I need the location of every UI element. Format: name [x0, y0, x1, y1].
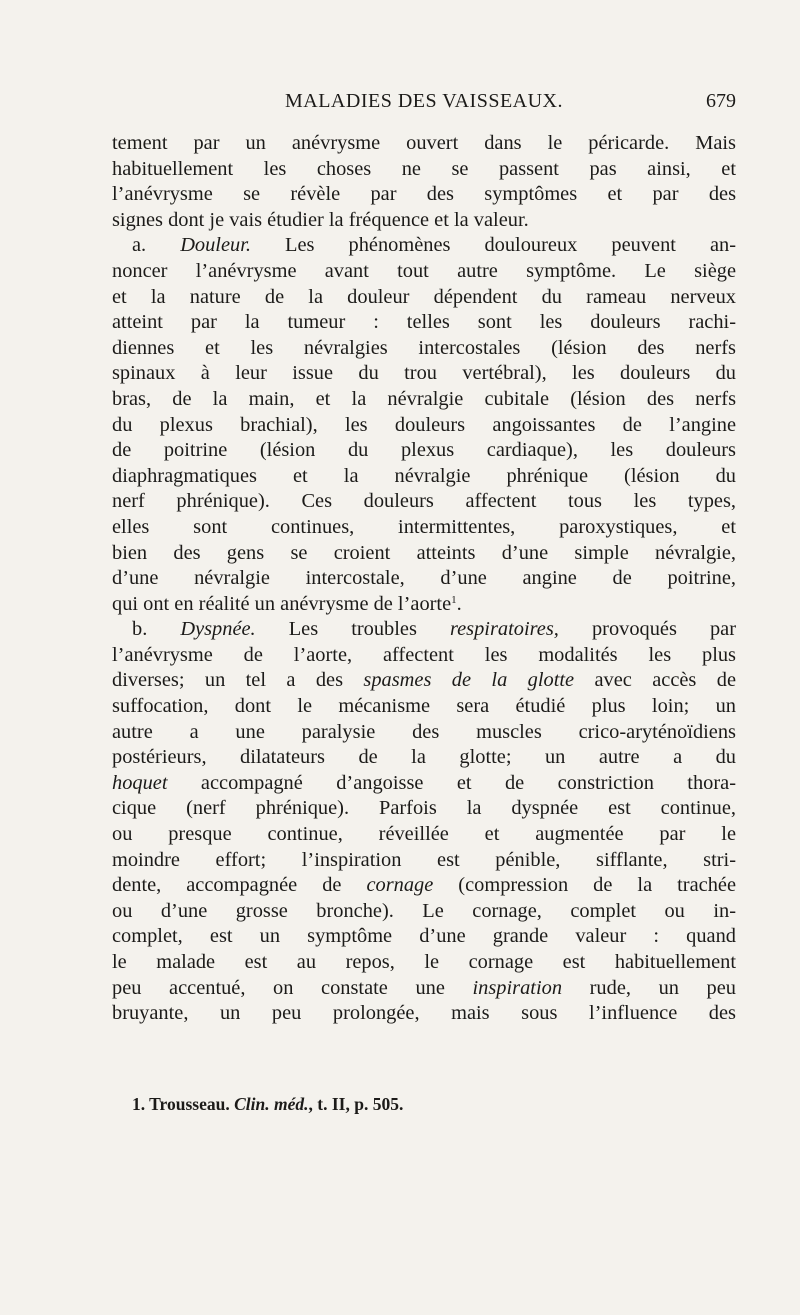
text-run: dente, accompagnée de — [112, 874, 367, 897]
section-heading: Dyspnée. — [180, 618, 256, 641]
list-marker: b. — [132, 618, 181, 641]
text-line: spinaux à leur issue du trou vertébral), les douleurs du — [112, 362, 736, 385]
footnote-ref: 1 — [451, 593, 457, 606]
text-run: peu accentué, on constate une — [112, 976, 473, 999]
text-line: suffocation, dont le mécanisme sera étudié plus loin; un — [112, 695, 736, 718]
text-line: signes dont je vais étudier la fréquence et la valeur. — [112, 208, 529, 231]
text-line: l’anévrysme de l’aorte, affectent les modalités les plus — [112, 643, 736, 666]
text-line — [112, 771, 736, 797]
text-line: bras, de la main, et la névralgie cubitale (lésion des nerfs — [112, 387, 736, 410]
text-line: noncer l’anévrysme avant tout autre symptôme. Le siège — [112, 259, 736, 282]
text-line: cique (nerf phrénique). Parfois la dyspnée est continue, — [112, 797, 736, 820]
text-line: bien des gens se croient atteints d’une simple névralgie, — [112, 541, 736, 564]
emphasis: inspiration — [472, 976, 563, 999]
text-line: elles sont continues, intermittentes, paroxystiques, et — [112, 515, 736, 538]
section-heading: Douleur. — [180, 234, 251, 257]
text-run: Les phénomènes douloureux peuvent an- — [251, 234, 736, 257]
text-line: tement par un anévrysme ouvert dans le péricarde. Mais — [112, 132, 736, 154]
text-run: avec accès de — [574, 669, 736, 692]
text-run: Les troubles — [255, 618, 450, 641]
text-line: et la nature de la douleur dépendent du rameau nerveux — [112, 285, 736, 308]
text-run: diverses; un tel a des — [112, 669, 364, 692]
footnote-text: 1. Trousseau. — [132, 1094, 235, 1114]
text-line: de poitrine (lésion du plexus cardiaque), les douleurs — [112, 439, 736, 462]
text-line: d’une névralgie intercostale, d’une angine de poitrine, — [112, 567, 736, 590]
list-marker: a. — [132, 234, 181, 257]
text-line: diennes et les névralgies intercostales (lésion des nerfs — [112, 336, 736, 359]
text-line: diaphragmatiques et la névralgie phrénique (lésion du — [112, 464, 736, 487]
text-line — [112, 976, 736, 1002]
text-line: ou d’une grosse bronche). Le cornage, complet ou in- — [112, 899, 736, 922]
text-line — [112, 233, 736, 259]
text-line: nerf phrénique). Ces douleurs affectent tous les types, — [112, 490, 736, 513]
text-line — [112, 668, 736, 694]
text-run: qui ont en réalité un anévrysme de l’aorte — [112, 592, 452, 615]
text-line: du plexus brachial), les douleurs angoissantes de l’angine — [112, 413, 736, 436]
text-line: l’anévrysme se révèle par des symptômes et par des — [112, 183, 736, 206]
body-text — [112, 131, 736, 1027]
text-line — [112, 592, 736, 618]
text-line: le malade est au repos, le cornage est habituellement — [112, 951, 736, 973]
text-line: ou presque continue, réveillée et augmentée par le — [112, 823, 736, 846]
text-run: provoqués par — [558, 618, 736, 641]
text-line: moindre effort; l’inspiration est pénible, sifflante, stri- — [112, 848, 736, 871]
text-line — [112, 873, 736, 899]
running-title: MALADIES DES VAISSEAUX. — [284, 90, 563, 112]
page-number: 679 — [706, 90, 736, 112]
emphasis: cornage — [366, 874, 434, 897]
text-line: atteint par la tumeur : telles sont les douleurs rachi- — [112, 311, 736, 334]
footnote-source: Clin. méd. — [234, 1094, 309, 1114]
text-line: bruyante, un peu prolongée, mais sous l’influence des — [112, 1002, 736, 1025]
text-line — [112, 617, 736, 643]
emphasis: hoquet — [112, 771, 168, 794]
page-header — [112, 90, 736, 120]
text-run: accompagné d’angoisse et de constriction thora- — [167, 771, 736, 794]
text-line: complet, est un symptôme d’une grande valeur : quand — [112, 925, 736, 948]
text-run: (compression de la trachée — [433, 874, 736, 897]
text-line: habituellement les choses ne se passent pas ainsi, et — [112, 157, 736, 180]
emphasis: respiratoires, — [449, 618, 559, 641]
footnote — [132, 1094, 736, 1115]
text-run: rude, un peu — [562, 976, 737, 999]
text-line: autre a une paralysie des muscles crico-aryténoïdiens — [112, 720, 736, 743]
emphasis: spasmes de la glotte — [363, 669, 575, 692]
footnote-text: , t. II, p. 505. — [308, 1094, 404, 1114]
text-run: . — [456, 592, 462, 615]
text-line: postérieurs, dilatateurs de la glotte; un autre a du — [112, 746, 736, 769]
